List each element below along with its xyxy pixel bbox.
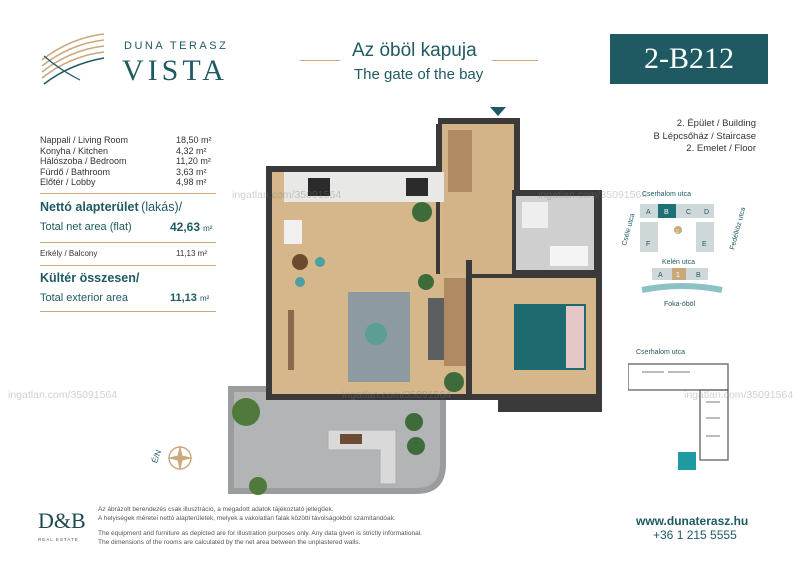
room-area-table: [40, 135, 216, 312]
room-name: Nappali / Living Room: [40, 135, 129, 145]
balcony-value: 11,13 m²: [176, 248, 207, 258]
site-block: 1: [676, 272, 680, 279]
room-value: 4,98 m²: [176, 177, 207, 187]
dining-table: [292, 254, 308, 270]
inner-wall: [466, 260, 472, 394]
exterior-row: [40, 291, 216, 305]
tv-bench: [288, 310, 294, 370]
room-value: 3,63 m²: [176, 166, 207, 177]
chair: [295, 277, 305, 287]
floor-plan: [220, 110, 610, 505]
brand-name-small: DUNA TERASZ: [124, 40, 229, 52]
room-name: Előtér / Lobby: [40, 177, 96, 187]
developer-logo: D&B: [38, 508, 86, 533]
site-block: C: [686, 209, 692, 216]
phone-number[interactable]: +36 1 215 5555: [653, 528, 737, 542]
site-street-top: Cserhalom utca: [642, 191, 692, 198]
staircase-line: B Lépcsőház / Staircase: [653, 130, 756, 142]
plant: [249, 477, 267, 495]
site-block: F: [646, 241, 651, 248]
sink: [550, 246, 588, 266]
plant: [407, 437, 425, 455]
exterior-label: Total exterior area: [40, 292, 129, 304]
floor-map-street: Cserhalom utca: [636, 349, 686, 356]
divider: [40, 265, 216, 266]
website-link[interactable]: www.dunaterasz.hu: [636, 514, 749, 528]
room-value: 18,50 m²: [176, 135, 212, 145]
room-row: [40, 146, 216, 157]
divider: [40, 242, 216, 243]
plant: [418, 274, 434, 290]
developer-logo-sub: REAL ESTATE: [38, 537, 79, 542]
oven: [406, 178, 428, 196]
room-row: [40, 135, 216, 146]
footer-note-hu-2: A helyiségek méretei nettó alapterületek, melyek a vakolatlan falak közötti távolságokból számítandóak.: [98, 515, 396, 522]
site-block-row: [640, 204, 714, 218]
room-name: Konyha / Kitchen: [40, 145, 109, 156]
site-map: [612, 186, 752, 310]
plant: [412, 202, 432, 222]
watermark: ingatlan.com/35091564: [538, 189, 648, 201]
coffee-table: [365, 323, 387, 345]
site-bay-label: Foka-öböl: [664, 301, 696, 308]
footer-note-en-1: The equipment and furniture as depicted are for illustration purposes only. Any data given is strictly informational.: [98, 530, 422, 537]
divider: [40, 193, 216, 194]
brand-logo-mark: [40, 30, 106, 86]
floor-locator-map: [628, 346, 752, 478]
tagline-divider-right: [492, 60, 538, 61]
site-block: A: [658, 272, 663, 279]
pillows: [566, 306, 584, 368]
balcony-row: [40, 249, 216, 260]
bay-water: [642, 286, 722, 290]
exterior-value: 11,13 m²: [170, 292, 210, 304]
terrace-table: [340, 434, 362, 444]
room-value: 11,20 m²: [176, 156, 211, 166]
building-line: 2. Épület / Building: [676, 118, 756, 129]
room-row: [40, 177, 216, 188]
tagline-english: The gate of the bay: [354, 66, 484, 83]
site-street-bottom: Kelén utca: [662, 259, 696, 266]
toilet: [522, 202, 548, 228]
room-row: [40, 167, 216, 178]
site-block: B: [664, 209, 669, 216]
net-area-label: Total net area (flat): [40, 220, 132, 233]
footer-note-en-2: The dimensions of the rooms are calculated by the net area between the unplastered walls.: [98, 539, 361, 546]
site-block: D: [704, 209, 710, 216]
building-info: [600, 118, 756, 156]
site-street-right: Fedélköz utca: [729, 206, 748, 251]
footer-note-hu-1: Az ábrázolt berendezés csak illusztráció, a megadott adatok tájékoztató jellegűek.: [98, 506, 334, 513]
plant: [405, 413, 423, 431]
watermark: ingatlan.com/35091564: [342, 389, 452, 401]
net-area-row: [40, 220, 216, 234]
divider: [40, 311, 216, 312]
wardrobe: [448, 130, 472, 192]
balcony-name: Erkély / Balcony: [40, 248, 98, 258]
room-value: 4,32 m²: [176, 145, 207, 156]
site-block: B: [696, 272, 701, 279]
floor-map-rooms: [642, 372, 720, 436]
exterior-title: Kültér összesen/: [40, 271, 140, 285]
watermark: ingatlan.com/35091564: [684, 389, 794, 401]
site-street-left: Cséle utca: [621, 212, 637, 247]
site-marker-number: 2: [676, 229, 679, 235]
compass-label: É/N: [150, 448, 164, 465]
plant: [232, 398, 260, 426]
net-area-value: 42,63 m²: [170, 219, 213, 234]
watermark: ingatlan.com/35091564: [8, 389, 118, 401]
floor-line: 2. Emelet / Floor: [686, 143, 756, 154]
bedroom-wardrobe: [444, 278, 466, 366]
chair: [315, 257, 325, 267]
room-name: Hálószoba / Bedroom: [40, 156, 127, 166]
floor-map-highlight: [678, 452, 696, 470]
tagline-divider-left: [300, 60, 340, 61]
site-block: A: [646, 209, 651, 216]
fridge: [284, 220, 302, 244]
watermark: ingatlan.com/35091564: [232, 189, 342, 201]
room-row: [40, 156, 216, 167]
inner-wall: [512, 270, 602, 276]
site-block: E: [702, 241, 707, 248]
floor-map-block: [628, 364, 728, 390]
room-name: Fürdő / Bathroom: [40, 166, 111, 177]
tagline-hungarian: Az öböl kapuja: [352, 40, 477, 61]
brand-name-big: VISTA: [122, 54, 228, 87]
inner-wall: [512, 190, 516, 274]
net-area-title: Nettó alapterület (lakás)/: [40, 199, 183, 214]
unit-id-badge: 2-B212: [610, 34, 768, 84]
